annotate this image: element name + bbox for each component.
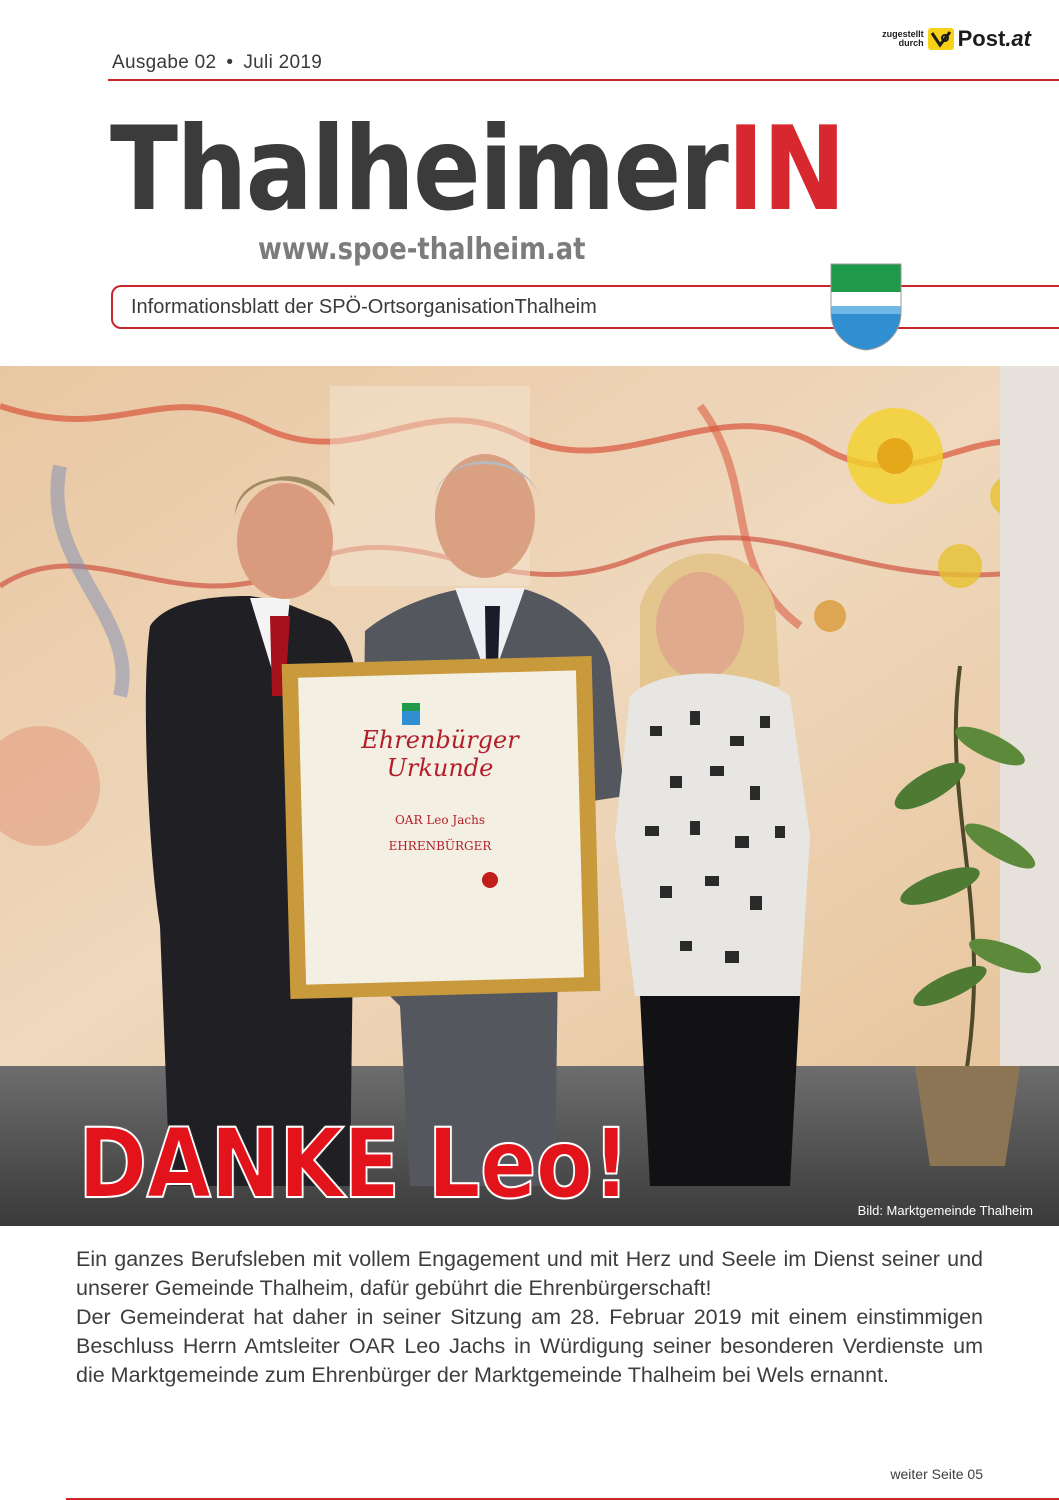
- continued-note: weiter Seite 05: [890, 1466, 983, 1482]
- coat-of-arms-icon: [829, 262, 903, 352]
- issue-info: [112, 52, 322, 74]
- masthead-title-main: Thalheimer: [110, 102, 728, 237]
- issue-number: Ausgabe 02: [112, 52, 217, 73]
- certificate-frame: [282, 656, 601, 999]
- post-brand: Post.at: [957, 26, 1031, 51]
- certificate-title-2: Urkunde: [386, 754, 494, 782]
- website-url[interactable]: www.spoe-thalheim.at: [258, 232, 586, 267]
- certificate-honor: EHRENBÜRGER: [388, 839, 492, 853]
- subtitle-text: Informationsblatt der SPÖ-OrtsorganisationThalheim: [131, 296, 597, 318]
- issue-bullet: •: [226, 52, 234, 73]
- postal-delivery-note: zugestellt durch: [882, 29, 924, 48]
- article-paragraph-1: Ein ganzes Berufsleben mit vollem Engagement und mit Herz und Seele im Dienst seiner und unserer Gemeinde Thalheim, dafür gebührt die Ehrenbürgerschaft!: [76, 1247, 983, 1300]
- cover-headline: DANKE Leo!: [78, 1108, 630, 1220]
- certificate-title-1: Ehrenbürger: [361, 726, 519, 754]
- header-divider: [108, 79, 1059, 81]
- masthead-title-accent: IN: [727, 102, 845, 237]
- masthead-title: [110, 102, 845, 237]
- certificate-name: OAR Leo Jachs: [394, 813, 486, 827]
- article-body: [76, 1245, 983, 1390]
- postal-mark: [882, 26, 1031, 52]
- article-paragraph-2: Der Gemeinderat hat daher in seiner Sitzung am 28. Februar 2019 mit einem einstimmigen Beschluss Herrn Amtsleiter OAR Leo Jachs in Würdigung seiner besonderen Verdienste um die Marktgemeinde zum Ehrenbürger der Marktgemeinde Thalheim bei Wels ernannt.: [76, 1305, 983, 1387]
- cover-photo: [0, 366, 1059, 1226]
- photo-credit: Bild: Marktgemeinde Thalheim: [857, 1203, 1033, 1218]
- issue-date: Juli 2019: [243, 52, 323, 73]
- wax-seal-icon: [482, 872, 498, 888]
- post-horn-icon: [928, 28, 954, 50]
